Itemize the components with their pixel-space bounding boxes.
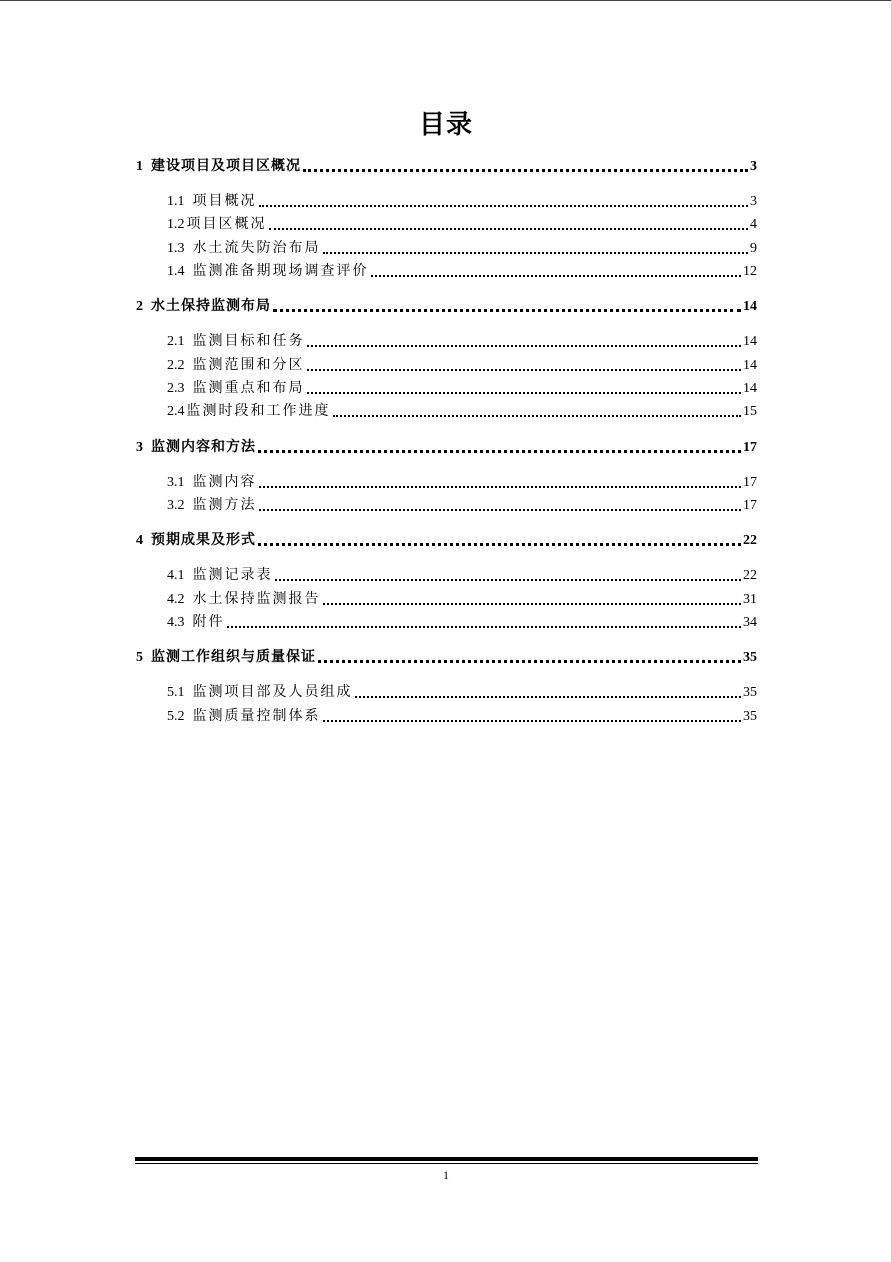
toc-section-5-2[interactable] — [167, 706, 757, 726]
toc-entry-page: 35 — [743, 650, 757, 665]
toc-chapter-1[interactable] — [136, 156, 757, 176]
toc-entry-number: 1.4 — [167, 264, 185, 279]
toc-entry-number: 3.1 — [167, 475, 185, 490]
toc-dot-leader — [371, 275, 742, 277]
toc-entry-number: 2.3 — [167, 381, 185, 396]
toc-entry-number: 3 — [136, 440, 143, 455]
page-title: 目录 — [418, 110, 473, 139]
toc-entry-title: 监测重点和布局 — [192, 381, 305, 396]
toc-section-4-2[interactable] — [167, 589, 757, 609]
toc-entry-page: 17 — [743, 498, 757, 513]
toc-dot-leader — [323, 252, 749, 254]
toc-dot-leader — [323, 603, 742, 605]
toc-section-2-1[interactable] — [167, 331, 757, 351]
toc-chapter-5[interactable] — [136, 647, 757, 667]
toc-dot-leader — [318, 660, 741, 663]
toc-entry-title: 建设项目及项目区概况 — [151, 159, 301, 174]
toc-section-2-2[interactable] — [167, 355, 757, 375]
toc-entry-number: 2.1 — [167, 334, 185, 349]
toc-entry-number: 4 — [136, 533, 143, 548]
toc-section-4-1[interactable] — [167, 565, 757, 585]
toc-dot-leader — [323, 720, 742, 722]
toc-dot-leader — [269, 228, 749, 230]
toc-entry-page: 35 — [743, 685, 757, 700]
toc-chapter-4[interactable] — [136, 530, 757, 550]
toc-entry-number: 4.2 — [167, 592, 185, 607]
toc-entry-title: 监测项目部及人员组成 — [192, 685, 353, 700]
toc-dot-leader — [303, 169, 748, 172]
toc-entry-title: 预期成果及形式 — [151, 533, 256, 548]
toc-entry-page: 34 — [743, 615, 757, 630]
toc-section-1-3[interactable] — [167, 238, 757, 258]
toc-entry-title: 监测工作组织与质量保证 — [151, 650, 316, 665]
toc-entry-number: 2.2 — [167, 358, 185, 373]
toc-entry-title: 监测范围和分区 — [192, 358, 305, 373]
toc-entry-number: 5.2 — [167, 709, 185, 724]
toc-chapter-3[interactable] — [136, 437, 757, 457]
toc-dot-leader — [227, 626, 742, 628]
toc-entry-page: 12 — [743, 264, 757, 279]
toc-entry-page: 14 — [743, 381, 757, 396]
toc-entry-page: 3 — [750, 159, 757, 174]
toc-entry-page: 3 — [750, 194, 757, 209]
toc-chapter-2[interactable] — [136, 296, 757, 316]
toc-entry-page: 15 — [743, 404, 757, 419]
toc-entry-page: 14 — [743, 299, 757, 314]
toc-section-2-4[interactable] — [167, 401, 757, 421]
toc-entry-page: 14 — [743, 334, 757, 349]
toc-dot-leader — [258, 450, 741, 453]
toc-entry-number: 4.1 — [167, 568, 185, 583]
toc-section-1-4[interactable] — [167, 261, 757, 281]
toc-entry-number: 4.3 — [167, 615, 185, 630]
toc-entry-number: 5 — [136, 650, 143, 665]
toc-dot-leader — [307, 392, 742, 394]
toc-entry-title: 监测记录表 — [192, 568, 273, 583]
toc-section-1-1[interactable] — [167, 191, 757, 211]
toc-dot-leader — [259, 205, 749, 207]
toc-entry-title: 项目区概况 — [186, 217, 267, 232]
toc-entry-number: 1 — [136, 159, 143, 174]
toc-entry-page: 4 — [750, 217, 757, 232]
toc-dot-leader — [273, 309, 741, 312]
toc-entry-number: 5.1 — [167, 685, 185, 700]
toc-entry-number: 1.3 — [167, 241, 185, 256]
toc-entry-title: 附件 — [192, 615, 225, 630]
toc-entry-page: 14 — [743, 358, 757, 373]
toc-entry-number: 2 — [136, 299, 143, 314]
toc-entry-title: 水土流失防治布局 — [192, 241, 321, 256]
toc-dot-leader — [275, 579, 742, 581]
toc-dot-leader — [258, 543, 741, 546]
toc-entry-title: 监测内容 — [192, 475, 257, 490]
toc-dot-leader — [307, 369, 742, 371]
toc-dot-leader — [259, 486, 742, 488]
toc-entry-title: 水土保持监测报告 — [192, 592, 321, 607]
toc-section-4-3[interactable] — [167, 612, 757, 632]
toc-entry-title: 监测时段和工作进度 — [186, 404, 331, 419]
toc-entry-number: 1.2 — [167, 217, 185, 232]
toc-section-5-1[interactable] — [167, 682, 757, 702]
toc-entry-title: 水土保持监测布局 — [151, 299, 271, 314]
toc-entry-title: 监测准备期现场调查评价 — [192, 264, 369, 279]
toc-dot-leader — [355, 696, 742, 698]
footer-rule — [135, 1157, 758, 1161]
toc-section-1-2[interactable] — [167, 214, 757, 234]
toc-entry-number: 2.4 — [167, 404, 185, 419]
toc-dot-leader — [333, 415, 742, 417]
toc-section-3-1[interactable] — [167, 472, 757, 492]
toc-entry-title: 监测内容和方法 — [151, 440, 256, 455]
toc-entry-page: 35 — [743, 709, 757, 724]
toc-entry-title: 监测质量控制体系 — [192, 709, 321, 724]
toc-dot-leader — [307, 345, 742, 347]
toc-entry-page: 17 — [743, 475, 757, 490]
toc-entry-number: 1.1 — [167, 194, 185, 209]
toc-entry-page: 22 — [743, 568, 757, 583]
footer-rule-thin — [135, 1163, 758, 1164]
toc-section-3-2[interactable] — [167, 495, 757, 515]
toc-entry-page: 22 — [743, 533, 757, 548]
toc-entry-page: 31 — [743, 592, 757, 607]
page-number: 1 — [443, 1168, 449, 1182]
toc-entry-page: 17 — [743, 440, 757, 455]
toc-entry-number: 3.2 — [167, 498, 185, 513]
toc-entry-title: 监测方法 — [192, 498, 257, 513]
toc-entry-page: 9 — [750, 241, 757, 256]
toc-dot-leader — [259, 509, 742, 511]
toc-entry-title: 项目概况 — [192, 194, 257, 209]
toc-entry-title: 监测目标和任务 — [192, 334, 305, 349]
toc-section-2-3[interactable] — [167, 378, 757, 398]
